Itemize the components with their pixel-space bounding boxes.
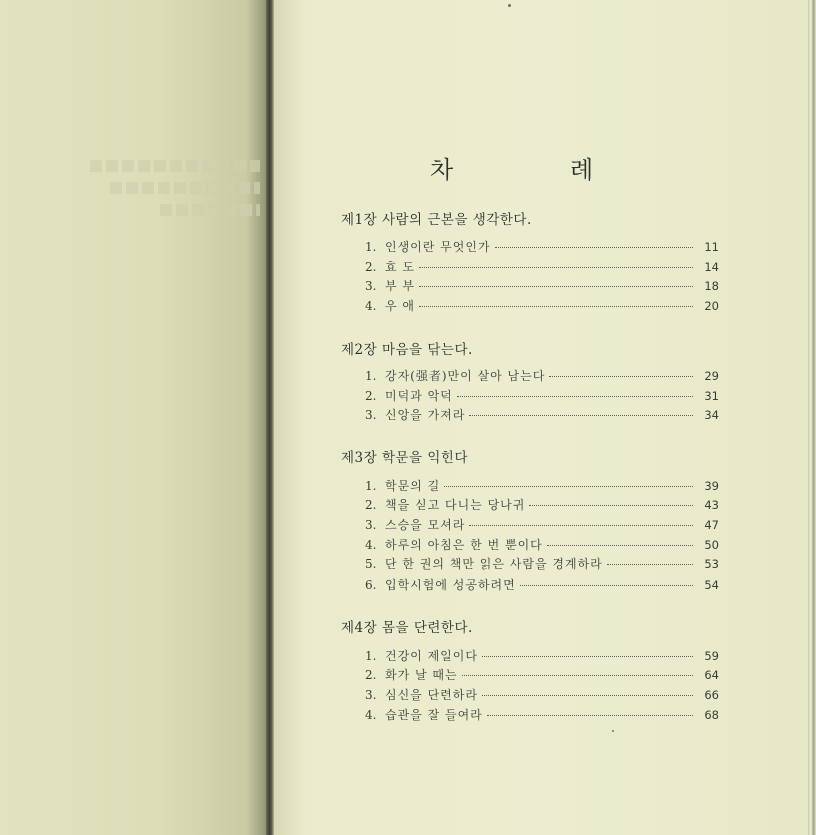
toc-title-char-2: 례 <box>570 156 594 184</box>
entry-page: 11 <box>704 240 719 254</box>
dot-leader <box>549 376 693 377</box>
entry-number: 4. <box>365 299 377 313</box>
entry-page: 29 <box>704 369 719 383</box>
dot-leader <box>487 715 693 716</box>
dust-speck <box>612 730 614 732</box>
entry-page: 34 <box>704 408 719 422</box>
toc-entry[interactable] <box>365 647 719 663</box>
entry-number: 1. <box>365 479 377 493</box>
entry-page: 54 <box>704 578 719 592</box>
entry-number: 3. <box>365 408 377 422</box>
entry-number: 3. <box>365 279 377 293</box>
dot-leader <box>457 396 693 397</box>
entry-number: 2. <box>365 498 377 512</box>
entry-number: 3. <box>365 688 377 702</box>
toc-entry[interactable] <box>365 238 719 254</box>
dot-leader <box>520 585 693 586</box>
entry-page: 14 <box>704 260 719 274</box>
entry-title: 습관을 잘 들여라 <box>385 708 483 722</box>
entry-page: 66 <box>704 688 719 702</box>
entry-page: 18 <box>704 279 719 293</box>
dot-leader <box>419 306 693 307</box>
entry-title: 심신을 단련하라 <box>385 688 478 702</box>
dot-leader <box>495 247 693 248</box>
toc-entry[interactable] <box>365 387 719 403</box>
entry-title: 효 도 <box>385 260 415 274</box>
toc-entry[interactable] <box>365 277 719 293</box>
dot-leader <box>469 415 693 416</box>
entry-number: 4. <box>365 708 377 722</box>
entry-number: 2. <box>365 389 377 403</box>
chapter-heading: 제3장 학문을 익힌다 <box>341 450 468 466</box>
entry-number: 4. <box>365 538 377 552</box>
entry-number: 3. <box>365 518 377 532</box>
entry-number: 2. <box>365 260 377 274</box>
entry-title: 신앙을 가져라 <box>385 408 466 422</box>
entry-page: 43 <box>704 498 719 512</box>
toc-entry[interactable] <box>365 686 719 702</box>
toc-entry[interactable] <box>365 406 719 422</box>
page-edge <box>808 0 816 835</box>
entry-title: 화가 날 때는 <box>385 668 458 682</box>
dot-leader <box>462 675 693 676</box>
entry-title: 미덕과 악덕 <box>385 389 453 403</box>
entry-page: 47 <box>704 518 719 532</box>
toc-title-char-1: 차 <box>430 156 454 184</box>
entry-title: 책을 싣고 다니는 당나귀 <box>385 498 526 512</box>
toc-entry[interactable] <box>365 496 719 512</box>
entry-number: 5. <box>365 557 377 571</box>
entry-title: 입학시험에 성공하려면 <box>385 578 516 592</box>
entry-number: 1. <box>365 649 377 663</box>
entry-page: 64 <box>704 668 719 682</box>
chapter-heading: 제4장 몸을 단련한다. <box>341 620 473 636</box>
entry-number: 6. <box>365 578 377 592</box>
toc-entry[interactable] <box>365 576 719 592</box>
entry-number: 1. <box>365 240 377 254</box>
dot-leader <box>444 486 693 487</box>
entry-page: 31 <box>704 389 719 403</box>
entry-page: 53 <box>704 557 719 571</box>
entry-number: 2. <box>365 668 377 682</box>
dot-leader <box>529 505 693 506</box>
entry-page: 68 <box>704 708 719 722</box>
entry-title: 건강이 제일이다 <box>385 649 478 663</box>
dot-leader <box>482 656 693 657</box>
entry-number: 1. <box>365 369 377 383</box>
toc-entry[interactable] <box>365 536 719 552</box>
entry-page: 59 <box>704 649 719 663</box>
entry-page: 50 <box>704 538 719 552</box>
show-through-text <box>90 160 260 220</box>
toc-entry[interactable] <box>365 666 719 682</box>
toc-entry[interactable] <box>365 477 719 493</box>
dot-leader <box>419 267 693 268</box>
entry-title: 스승을 모셔라 <box>385 518 466 532</box>
dot-leader <box>482 695 693 696</box>
dot-leader <box>469 525 693 526</box>
dust-speck <box>508 4 511 7</box>
entry-title: 인생이란 무엇인가 <box>385 240 491 254</box>
entry-title: 우 애 <box>385 299 415 313</box>
chapter-heading: 제1장 사람의 근본을 생각한다. <box>341 212 532 228</box>
toc-entry[interactable] <box>365 297 719 313</box>
entry-title: 강자(强者)만이 살아 남는다 <box>385 369 546 383</box>
toc-entry[interactable] <box>365 367 719 383</box>
dot-leader <box>607 564 693 565</box>
toc-entry[interactable] <box>365 516 719 532</box>
chapter-heading: 제2장 마음을 닦는다. <box>341 342 473 358</box>
entry-title: 학문의 길 <box>385 479 441 493</box>
entry-title: 단 한 권의 책만 읽은 사람을 경계하라 <box>385 557 603 571</box>
dot-leader <box>547 545 693 546</box>
book-spine <box>266 0 274 835</box>
toc-entry[interactable] <box>365 258 719 274</box>
dot-leader <box>419 286 693 287</box>
entry-title: 부 부 <box>385 279 415 293</box>
toc-entry[interactable] <box>365 555 719 571</box>
toc-entry[interactable] <box>365 706 719 722</box>
entry-page: 39 <box>704 479 719 493</box>
left-page <box>0 0 268 835</box>
entry-page: 20 <box>704 299 719 313</box>
entry-title: 하루의 아침은 한 번 뿐이다 <box>385 538 543 552</box>
